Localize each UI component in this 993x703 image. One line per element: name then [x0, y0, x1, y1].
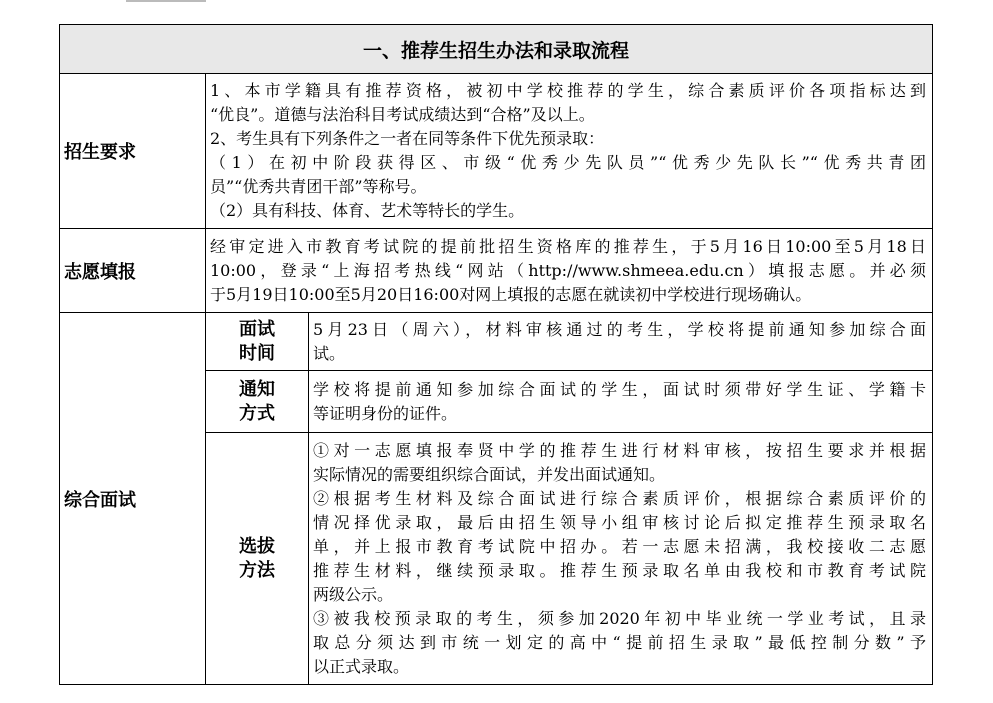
interview-time-row — [60, 313, 933, 371]
notice-label-line1: 通知 — [239, 378, 275, 400]
selection-line: 实际情况的需要组织综合面试，并发出面试通知。 — [313, 464, 666, 484]
application-row — [60, 229, 933, 313]
notice-content — [309, 371, 933, 433]
admission-document — [59, 24, 932, 685]
selection-line: 两级公示。 — [313, 584, 394, 604]
notice-label-line2: 方式 — [239, 402, 275, 424]
interview-time-label — [206, 313, 309, 371]
selection-label-line1: 选拔 — [239, 535, 275, 557]
requirements-line: （2）具有科技、体育、艺术等特长的学生。 — [210, 201, 525, 220]
notice-line: 学校将提前通知参加综合面试的学生，面试时须带好学生证、学籍卡 — [313, 379, 927, 399]
selection-line: 取总分须达到市统一划定的高中“提前招生录取”最低控制分数”予 — [313, 632, 927, 652]
requirements-line: 员”“优秀共青团干部”等称号。 — [210, 177, 427, 196]
application-line: 经审定进入市教育考试院的提前批招生资格库的推荐生，于5月16日10:00至5月18日 — [210, 236, 927, 256]
notice-line: 等证明身份的证件。 — [313, 403, 458, 423]
application-line: 10:00，登录“上海招考热线“网站（http://www.shmeea.edu.cn）填报志愿。并必须 — [210, 260, 927, 280]
selection-content — [309, 433, 933, 685]
notice-label — [206, 371, 309, 433]
interview-time-line: 5月23日（周六），材料审核通过的考生，学校将提前通知参加综合面 — [313, 319, 927, 339]
selection-line: ①对一志愿填报奉贤中学的推荐生进行材料审核，按招生要求并根据 — [313, 440, 927, 460]
interview-time-line: 试。 — [313, 343, 346, 363]
selection-line: ②根据考生材料及综合面试进行综合素质评价，根据综合素质评价的 — [313, 488, 927, 508]
interview-label: 综合面试 — [60, 313, 206, 685]
application-label: 志愿填报 — [60, 229, 206, 313]
requirements-line: 1、本市学籍具有推荐资格，被初中学校推荐的学生，综合素质评价各项指标达到 — [210, 81, 927, 100]
scan-mark — [126, 0, 206, 2]
selection-line: ③被我校预录取的考生，须参加2020年初中毕业统一学业考试，且录 — [313, 608, 927, 628]
requirements-content — [206, 74, 933, 229]
interview-time-label-line1: 面试 — [239, 318, 275, 340]
application-content — [206, 229, 933, 313]
title-row — [60, 25, 933, 74]
selection-line: 推荐生材料，继续预录取。推荐生预录取名单由我校和市教育考试院 — [313, 560, 927, 580]
interview-time-content — [309, 313, 933, 371]
table-title: 一、推荐生招生办法和录取流程 — [60, 25, 933, 74]
selection-line: 单，并上报市教育考试院中招办。若一志愿未招满，我校接收二志愿 — [313, 536, 927, 556]
selection-line: 情况择优录取，最后由招生领导小组审核讨论后拟定推荐生预录取名 — [313, 512, 927, 532]
requirements-line: 2、考生具有下列条件之一者在同等条件下优先预录取： — [210, 129, 605, 148]
selection-line: 以正式录取。 — [313, 656, 410, 676]
requirements-line: （1）在初中阶段获得区、市级“优秀少先队员”“优秀少先队长”“优秀共青团 — [210, 153, 927, 172]
requirements-label: 招生要求 — [60, 74, 206, 229]
selection-label — [206, 433, 309, 685]
requirements-row — [60, 74, 933, 229]
application-line: 于5月19日10:00至5月20日16:00对网上填报的志愿在就读初中学校进行现场确认。 — [210, 284, 812, 304]
admission-table — [59, 24, 933, 685]
requirements-line: “优良”。道德与法治科目考试成绩达到“合格”及以上。 — [210, 105, 595, 124]
selection-label-line2: 方法 — [239, 559, 275, 581]
interview-time-label-line2: 时间 — [239, 342, 275, 364]
